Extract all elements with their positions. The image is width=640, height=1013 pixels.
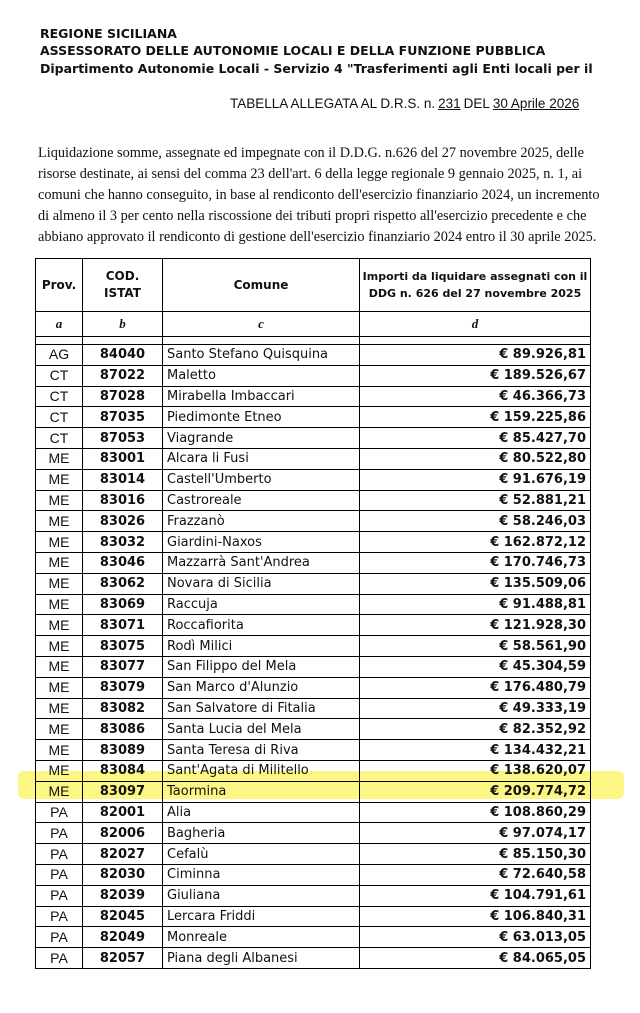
table-row [36,885,591,906]
cell-cod: 87053 [83,428,163,449]
cell-comune: Giuliana [163,885,360,906]
region-title: REGIONE SICILIANA [40,26,177,41]
cell-importo: € 209.774,72 [360,781,591,802]
cell-cod: 82006 [83,823,163,844]
table-row [36,636,591,657]
table-row [36,552,591,573]
cell-prov: ME [36,511,83,532]
cell-cod: 83086 [83,719,163,740]
cell-prov: PA [36,864,83,885]
cell-cod: 83046 [83,552,163,573]
cell-cod: 83075 [83,636,163,657]
cell-comune: Lercara Friddi [163,906,360,927]
cell-comune: Cefalù [163,844,360,865]
cell-importo: € 80.522,80 [360,448,591,469]
table-row [36,407,591,428]
cell-importo: € 84.065,05 [360,948,591,969]
cell-cod: 83001 [83,448,163,469]
header-prov: Prov. [36,259,83,312]
cell-comune: Santa Teresa di Riva [163,740,360,761]
cell-prov: ME [36,490,83,511]
cell-cod: 82039 [83,885,163,906]
tabella-prefix: TABELLA ALLEGATA AL D.R.S. n. [230,96,436,111]
cell-importo: € 58.246,03 [360,511,591,532]
cell-importo: € 58.561,90 [360,636,591,657]
table-row [36,740,591,761]
letters-row [36,312,591,337]
cell-importo: € 176.480,79 [360,677,591,698]
table-row [36,719,591,740]
liquidation-table [35,258,591,969]
cell-cod: 83071 [83,615,163,636]
cell-prov: CT [36,365,83,386]
cell-comune: Taormina [163,781,360,802]
cell-comune: Piana degli Albanesi [163,948,360,969]
table-row [36,345,591,366]
table-row [36,677,591,698]
cell-cod: 83014 [83,469,163,490]
cell-importo: € 91.488,81 [360,594,591,615]
cell-cod: 83084 [83,760,163,781]
cell-prov: PA [36,906,83,927]
table-body [36,345,591,969]
table-row [36,906,591,927]
cell-importo: € 72.640,58 [360,864,591,885]
cell-importo: € 108.860,29 [360,802,591,823]
cell-prov: PA [36,823,83,844]
table-row [36,802,591,823]
cell-cod: 83016 [83,490,163,511]
header-comune: Comune [163,259,360,312]
cell-comune: Rodì Milici [163,636,360,657]
cell-prov: PA [36,802,83,823]
table-row [36,428,591,449]
cell-comune: Alcara li Fusi [163,448,360,469]
cell-prov: PA [36,948,83,969]
cell-cod: 82049 [83,927,163,948]
table-row [36,760,591,781]
header-row [36,259,591,312]
letter-a: a [36,312,83,337]
cell-importo: € 91.676,19 [360,469,591,490]
tabella-reference [230,96,582,111]
cell-cod: 87028 [83,386,163,407]
drs-date: 30 Aprile 2026 [492,96,580,111]
cell-cod: 82027 [83,844,163,865]
cell-importo: € 89.926,81 [360,345,591,366]
cell-comune: Giardini-Naxos [163,532,360,553]
cell-prov: ME [36,740,83,761]
cell-comune: Santa Lucia del Mela [163,719,360,740]
cell-importo: € 138.620,07 [360,760,591,781]
cell-importo: € 121.928,30 [360,615,591,636]
cell-prov: ME [36,552,83,573]
cell-cod: 83026 [83,511,163,532]
table-row [36,490,591,511]
letter-c: c [163,312,360,337]
cell-importo: € 170.746,73 [360,552,591,573]
letter-d: d [360,312,591,337]
cell-prov: ME [36,677,83,698]
cell-prov: ME [36,656,83,677]
cell-prov: PA [36,927,83,948]
cell-comune: San Salvatore di Fitalia [163,698,360,719]
cell-comune: Maletto [163,365,360,386]
cell-prov: ME [36,594,83,615]
cell-prov: ME [36,615,83,636]
table-row [36,948,591,969]
cell-prov: CT [36,407,83,428]
cell-importo: € 45.304,59 [360,656,591,677]
cell-cod: 83077 [83,656,163,677]
table-row [36,823,591,844]
table-row [36,594,591,615]
cell-prov: ME [36,448,83,469]
cell-prov: AG [36,345,83,366]
cell-comune: Roccafiorita [163,615,360,636]
cell-importo: € 106.840,31 [360,906,591,927]
cell-comune: Raccuja [163,594,360,615]
table-row [36,469,591,490]
cell-importo: € 97.074,17 [360,823,591,844]
cell-comune: Ciminna [163,864,360,885]
drs-number: 231 [438,96,461,111]
header-cod-istat [83,259,163,312]
cell-prov: ME [36,469,83,490]
cell-comune: Mirabella Imbaccari [163,386,360,407]
cell-prov: ME [36,719,83,740]
cell-prov: ME [36,636,83,657]
cell-prov: ME [36,781,83,802]
cell-comune: Santo Stefano Quisquina [163,345,360,366]
table-row [36,781,591,802]
cell-prov: PA [36,844,83,865]
header-importi [360,259,591,312]
header-cod-line1: COD. [105,269,140,283]
table-row [36,573,591,594]
cell-cod: 83089 [83,740,163,761]
cell-cod: 87022 [83,365,163,386]
cell-importo: € 49.333,19 [360,698,591,719]
cell-comune: Monreale [163,927,360,948]
cell-comune: Novara di Sicilia [163,573,360,594]
header-importi-line1: Importi da liquidare assegnati con il [362,270,588,283]
service-title: Dipartimento Autonomie Locali - Servizio 4 "Trasferimenti agli Enti locali per il [40,61,593,76]
cell-cod: 82001 [83,802,163,823]
cell-importo: € 46.366,73 [360,386,591,407]
cell-cod: 83079 [83,677,163,698]
cell-comune: Castell'Umberto [163,469,360,490]
cell-prov: ME [36,573,83,594]
cell-cod: 83097 [83,781,163,802]
cell-importo: € 63.013,05 [360,927,591,948]
cell-importo: € 162.872,12 [360,532,591,553]
cell-cod: 82045 [83,906,163,927]
table-row [36,844,591,865]
department-title: ASSESSORATO DELLE AUTONOMIE LOCALI E DELLA FUNZIONE PUBBLICA [40,43,546,58]
cell-importo: € 159.225,86 [360,407,591,428]
cell-importo: € 135.509,06 [360,573,591,594]
cell-prov: ME [36,760,83,781]
cell-cod: 83082 [83,698,163,719]
cell-comune: San Filippo del Mela [163,656,360,677]
header-cod-line2: ISTAT [104,286,141,300]
cell-importo: € 52.881,21 [360,490,591,511]
cell-cod: 83062 [83,573,163,594]
table-row [36,615,591,636]
table-row [36,365,591,386]
table-row [36,656,591,677]
del-label: DEL [463,96,490,111]
cell-importo: € 134.432,21 [360,740,591,761]
table-row [36,511,591,532]
header-importi-line2: DDG n. 626 del 27 novembre 2025 [368,287,582,300]
cell-cod: 83069 [83,594,163,615]
cell-cod: 83032 [83,532,163,553]
cell-importo: € 189.526,67 [360,365,591,386]
cell-cod: 87035 [83,407,163,428]
cell-importo: € 85.427,70 [360,428,591,449]
cell-comune: Piedimonte Etneo [163,407,360,428]
table-row [36,532,591,553]
cell-importo: € 85.150,30 [360,844,591,865]
cell-comune: Viagrande [163,428,360,449]
cell-comune: Alia [163,802,360,823]
cell-comune: Frazzanò [163,511,360,532]
table-row [36,386,591,407]
cell-comune: Mazzarrà Sant'Andrea [163,552,360,573]
cell-prov: CT [36,428,83,449]
cell-comune: Castroreale [163,490,360,511]
separator-row [36,337,591,345]
table-row [36,448,591,469]
cell-prov: CT [36,386,83,407]
cell-prov: ME [36,698,83,719]
cell-comune: San Marco d'Alunzio [163,677,360,698]
intro-paragraph: Liquidazione somme, assegnate ed impegnate con il D.D.G. n.626 del 27 novembre 2025, delle risorse destinate, ai sensi del comma 23 dell'art. 6 della legge regionale 9 gennaio 2025, n. 1, ai comuni che hanno conseguito, in base al rendiconto dell'esercizio finanziario 2024, un incremento di almeno il 3 per cento nella riscossione dei tributi propri rispetto all'esercizio precedente e che abbiano approvato il rendiconto di gestione dell'esercizio finanziario 2024 entro il 30 aprile 2025. [38,145,600,245]
table-row [36,927,591,948]
letter-b: b [83,312,163,337]
cell-prov: PA [36,885,83,906]
cell-cod: 82030 [83,864,163,885]
cell-prov: ME [36,532,83,553]
cell-comune: Sant'Agata di Militello [163,760,360,781]
cell-comune: Bagheria [163,823,360,844]
cell-cod: 82057 [83,948,163,969]
cell-importo: € 82.352,92 [360,719,591,740]
table-row [36,698,591,719]
cell-cod: 84040 [83,345,163,366]
table-row [36,864,591,885]
cell-importo: € 104.791,61 [360,885,591,906]
